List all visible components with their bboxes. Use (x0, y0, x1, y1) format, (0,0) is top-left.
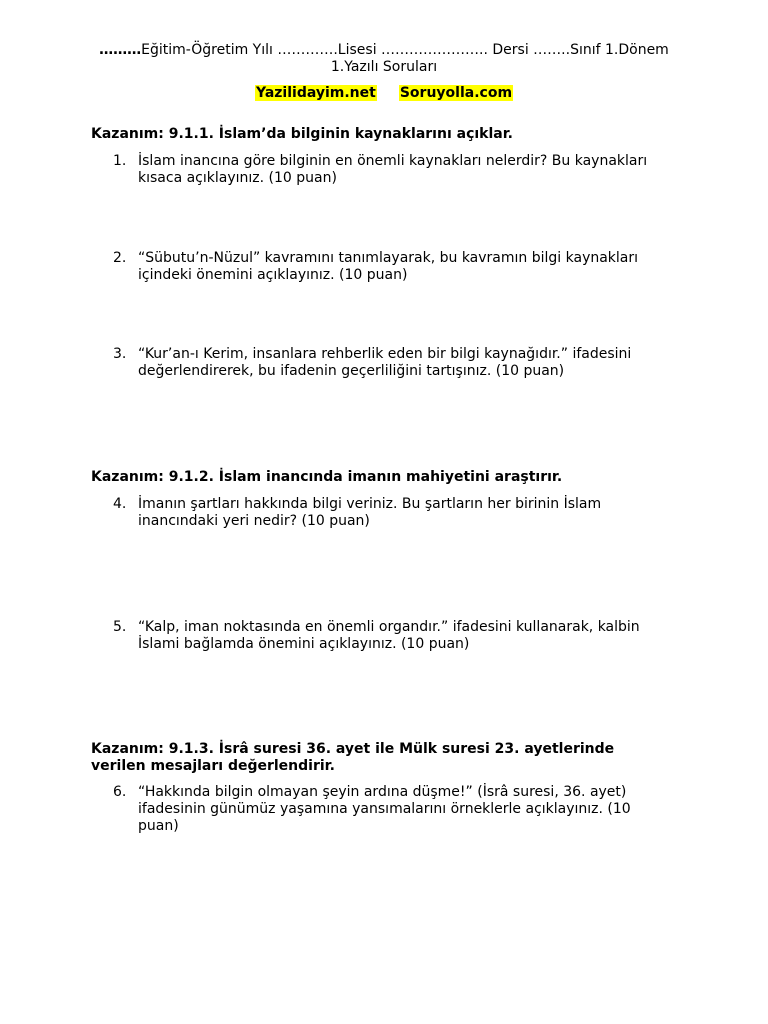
site-link-soruyolla[interactable]: Soruyolla.com (399, 85, 513, 101)
question-number: 5. (113, 619, 127, 635)
question-text: İmanın şartları hakkında bilgi veriniz. Bu şartların her birinin İslam inancındaki yeri nedir? (10 puan) (138, 496, 602, 529)
site-links (0, 85, 768, 102)
question-number: 2. (113, 250, 127, 266)
question-number: 6. (113, 784, 127, 800)
kazanim-heading-3: Kazanım: 9.1.3. İsrâ suresi 36. ayet ile Mülk suresi 23. ayetlerinde verilen mesajları değerlendirir. (91, 741, 615, 774)
header-line-2: 1.Yazılı Soruları (330, 59, 438, 75)
question-number: 1. (113, 153, 127, 169)
question-text: “Kur’an-ı Kerim, insanlara rehberlik eden bir bilgi kaynağıdır.” ifadesini değerlendirerek, bu ifadenin geçerliliğini tartışınız. (10 puan) (138, 346, 632, 379)
exam-header (60, 42, 708, 76)
kazanim-heading-1: Kazanım: 9.1.1. İslam’da bilginin kaynaklarını açıklar. (91, 126, 513, 142)
question-number: 4. (113, 496, 127, 512)
question-text: “Hakkında bilgin olmayan şeyin ardına düşme!” (İsrâ suresi, 36. ayet) ifadesinin günümüz yaşamına yansımalarını örneklerle açıklayınız. (10 puan) (138, 784, 631, 834)
question-text: “Sübutu’n-Nüzul” kavramını tanımlayarak, bu kavramın bilgi kaynakları içindeki önemini açıklayınız. (10 puan) (138, 250, 639, 283)
header-line-1-text: Eğitim-Öğretim Yılı ………….Lisesi ………………….. Dersi ……..Sınıf 1.Dönem (141, 42, 669, 58)
question-text: İslam inancına göre bilginin en önemli kaynakları nelerdir? Bu kaynakları kısaca açıklayınız. (10 puan) (138, 153, 648, 186)
header-dots: ……… (99, 42, 142, 58)
site-link-yazilidayim[interactable]: Yazilidayim.net (255, 85, 376, 101)
question-number: 3. (113, 346, 127, 362)
kazanim-heading-2: Kazanım: 9.1.2. İslam inancında imanın mahiyetini araştırır. (91, 469, 563, 485)
header-line-1 (60, 42, 708, 59)
question-text: “Kalp, iman noktasında en önemli organdır.” ifadesini kullanarak, kalbin İslami bağlamda önemini açıklayınız. (10 puan) (138, 619, 640, 652)
